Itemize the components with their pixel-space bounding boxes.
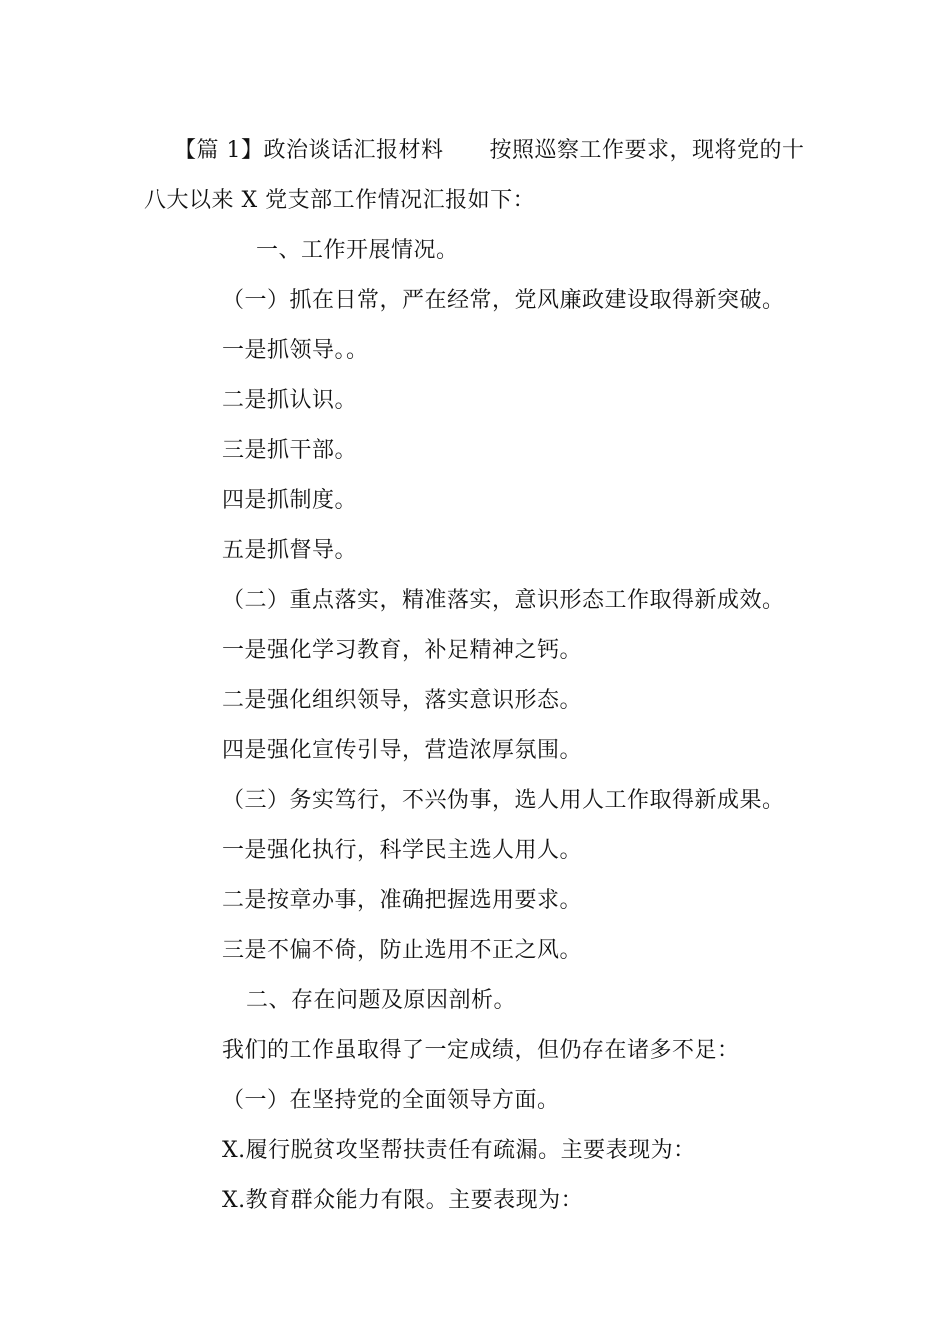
- intro-continuation: 八大以来 X 党支部工作情况汇报如下：: [144, 188, 536, 213]
- paragraph: 三是不偏不倚，防止选用不正之风。: [222, 938, 583, 963]
- paragraph: X.教育群众能力有限。主要表现为：: [222, 1188, 584, 1213]
- subsection-heading: （三）务实笃行，不兴伪事，选人用人工作取得新成果。: [222, 788, 785, 813]
- paragraph: 二是按章办事，准确把握选用要求。: [222, 888, 583, 913]
- paragraph: 一是强化执行，科学民主选人用人。: [222, 838, 583, 863]
- paragraph: 二是强化组织领导，落实意识形态。: [222, 688, 583, 713]
- section-heading: 一、工作开展情况。: [256, 238, 459, 263]
- subsection-heading: （一）抓在日常，严在经常，党风廉政建设取得新突破。: [222, 288, 785, 313]
- intro-line: [174, 136, 805, 166]
- paragraph: 五是抓督导。: [222, 538, 358, 563]
- paragraph: 四是抓制度。: [222, 488, 358, 513]
- paragraph: 一是强化学习教育，补足精神之钙。: [222, 638, 583, 663]
- subsection-heading: （一）在坚持党的全面领导方面。: [222, 1088, 560, 1113]
- intro-lead: 按照巡察工作要求，现将党的十: [489, 138, 805, 163]
- paragraph: 三是抓干部。: [222, 438, 358, 463]
- paragraph: 一是抓领导。。: [222, 338, 369, 363]
- subsection-heading: （二）重点落实，精准落实，意识形态工作取得新成效。: [222, 588, 785, 613]
- document-title: 【篇 1】政治谈话汇报材料: [174, 138, 444, 163]
- paragraph: 我们的工作虽取得了一定成绩，但仍存在诸多不足：: [222, 1038, 740, 1063]
- section-heading: 二、存在问题及原因剖析。: [246, 988, 517, 1013]
- paragraph: 四是强化宣传引导，营造浓厚氛围。: [222, 738, 583, 763]
- paragraph: 二是抓认识。: [222, 388, 358, 413]
- paragraph: X.履行脱贫攻坚帮扶责任有疏漏。主要表现为：: [222, 1138, 696, 1163]
